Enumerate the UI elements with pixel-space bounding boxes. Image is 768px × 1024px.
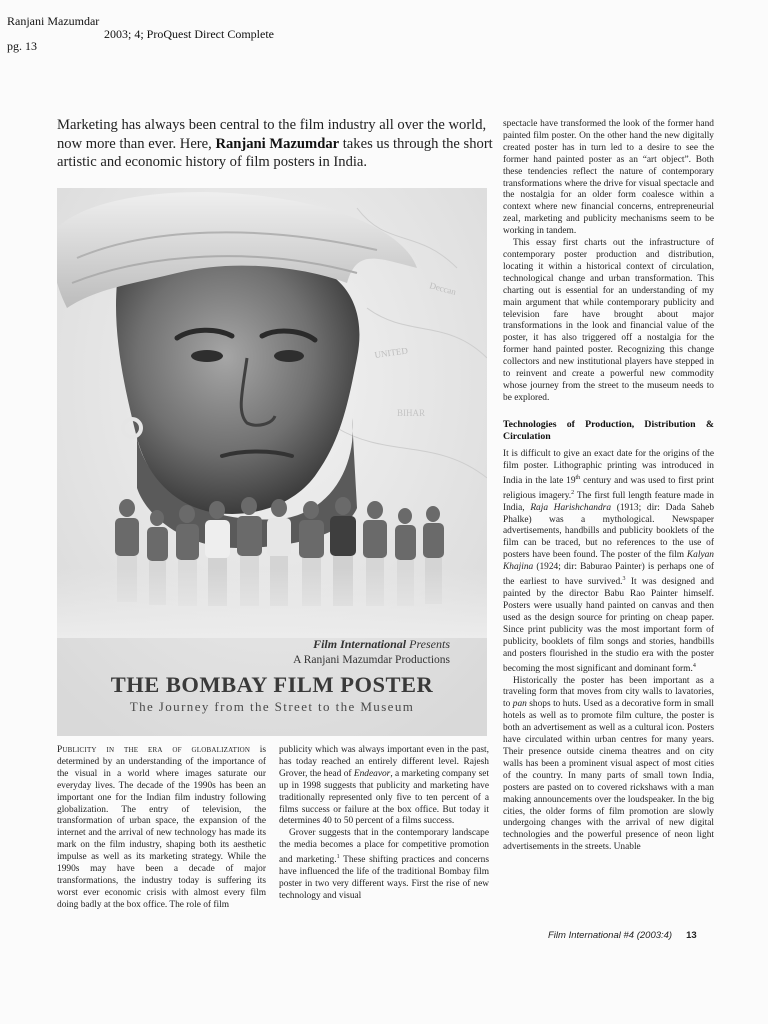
header-source: 2003; 4; ProQuest Direct Complete	[104, 27, 274, 41]
paragraph	[503, 676, 714, 855]
italic-run: Kalyan Khajina	[503, 550, 714, 573]
poster-presents	[313, 637, 450, 652]
footnote-ref: 2	[571, 489, 575, 496]
paragraph: This essay first charts out the infrastructure of contemporary poster production and distribution, locating it within a historical context of circulation, technological change and urban transformation. This charting out is essential for an understanding of my main argument that while contemporary publicity and television fare have brought about major transformations in the look and financial value of the poster, it has also triggered off a nostalgia for the former hand painted poster. Recognizing this change collectors and new institutional players have stepped in to reinvent and create a powerful new commodity whose journey from the street to the museum needs to be explored.	[503, 238, 714, 403]
text-run: publicity which was always important even in the past, has today reached an entirely different level. Rajesh Grover, the head of	[279, 745, 489, 779]
film-poster-image	[57, 188, 487, 736]
body-column-1	[57, 745, 266, 915]
italic-run: Endeavor	[353, 768, 391, 779]
text-run: (1913; dir: Dada Saheb Phalke) was a mythological. Newspaper advertisements, handbills and publicity booklets of the film can be traced, but no references to the use of posters have been found. The poster of the film	[503, 502, 714, 561]
superscript: th	[575, 474, 581, 481]
poster-subtitle: The Journey from the Street to the Museum	[129, 699, 415, 714]
text-run: Grover suggests that in the contemporary landscape the media becomes a place for competitive promotion and marketing.	[279, 828, 489, 866]
page-footer	[548, 930, 697, 941]
text-run: It was designed and painted by the director Babu Rao Painter himself. Posters were usually hand painted on canvas and then used as the design source for printing on cheap paper. Since print publicity was the most important form of publicity, booklets of film songs and stories, handbills and posters flourished in the studio era with the poster becoming the most significant and dominant form.	[503, 577, 714, 674]
footnote-ref: 1	[336, 854, 340, 861]
standfirst	[57, 116, 497, 172]
standfirst-text: Marketing has always been central to the film industry all over the world, now more than ever. Here,	[57, 117, 487, 152]
section-heading: Technologies of Production, Distribution & Circulation	[503, 418, 714, 442]
italic-run: pan	[512, 699, 527, 710]
poster-production: A Ranjani Mazumdar Productions	[293, 654, 450, 666]
paragraph	[57, 745, 266, 912]
svg-text:UNITED: UNITED	[373, 345, 409, 360]
footnote-ref: 4	[692, 662, 696, 669]
svg-text:BIHAR: BIHAR	[397, 408, 426, 418]
header-page: pg. 13	[7, 39, 37, 53]
text-run: century and was used to first print religious imagery.	[503, 475, 714, 501]
lead-in-caps: Publicity in the era of globalization	[57, 745, 251, 755]
poster-presents-italic: Film International	[313, 637, 407, 651]
body-column-2	[279, 745, 489, 915]
svg-text:Deccan: Deccan	[428, 280, 458, 297]
text-run: (1924; dir: Baburao Painter) is perhaps one of the earliest to have survived.	[503, 562, 714, 588]
paragraph	[503, 449, 714, 676]
text-run: These shifting practices and concerns have influenced the life of the traditional Bombay film poster in two very different ways. First the rise of new technology and visual	[279, 855, 489, 901]
text-run: , a marketing company set up in 1998 suggests that publicity and marketing have traditionally represented only five to ten percent of a films success or failure at the box office. But today it determines 40 to 50 percent of a films success.	[279, 768, 489, 827]
paragraph: spectacle have transformed the look of the former hand painted film poster. On the other hand the new digitally created poster has in turn led to a desire to see the former hand painted poster as an “art object”. Both these tendencies reflect the nature of contemporary transformations where the drive for visual spectacle and the nostalgia for an older form coalesce within a context where new financial concerns, entrepreneurial zeal, marketing and publicity mechanisms seem to be working in tandem.	[503, 119, 714, 237]
footer-journal: Film International #4 (2003:4)	[548, 930, 673, 941]
footer-page-number: 13	[686, 930, 697, 941]
standfirst-text-end: takes us through the short artistic and economic history of film posters in India.	[57, 135, 493, 170]
footnote-ref: 3	[622, 576, 626, 583]
poster-title: THE BOMBAY FILM POSTER	[110, 672, 434, 697]
text-run: The first full length feature made in India,	[503, 490, 714, 513]
lead-in-text: is determined by an understanding of the importance of the visual in a world where images saturate our everyday lives. The decade of the 1990s has been an important one for the Indian film industry following globalization. The entry of television, the transformation of urban space, the expansion of the internet and the arrival of new technology has made its mark on the film industry, shaping both its aesthetic impulse as well as its marketing strategy. While the 1990s may have been a decade of major transformations, the industry today is suffering its worst ever economic crisis with almost every film doing badly at the box office. The role of film	[57, 745, 266, 910]
text-run: Historically the poster has been important as a traveling form that moves from city walls to lavatories, to	[503, 675, 714, 710]
header-author: Ranjani Mazumdar	[7, 14, 100, 28]
text-run: It is difficult to give an exact date for the origins of the film poster. Lithographic printing was introduced in India in the late 19	[503, 448, 714, 486]
paragraph	[279, 828, 489, 903]
italic-run: Raja Harishchandra	[530, 502, 612, 513]
paragraph	[279, 745, 489, 828]
text-run: shops to huts. Used as a decorative form in small hotels as well as to promote film culture, the poster is both an advertisement as well as a cultural icon. Posters have circulated within urban centres for many years. Their presence outside cinema theatres and on city walls has been a prominent visual aspect of most cities of the country. In many parts of small town India, posters are pasted on to covered rickshaws with a man making announcements over the loudspeaker. In the big cities, the older forms of film promotion are slowly undergoing changes with the arrival of new digital technologies and the powerful presence of neon light advertisements in the streets. Unable	[503, 699, 714, 853]
poster-presents-rest: Presents	[406, 637, 450, 651]
standfirst-author: Ranjani Mazumdar	[215, 135, 340, 152]
body-column-3	[503, 119, 714, 916]
